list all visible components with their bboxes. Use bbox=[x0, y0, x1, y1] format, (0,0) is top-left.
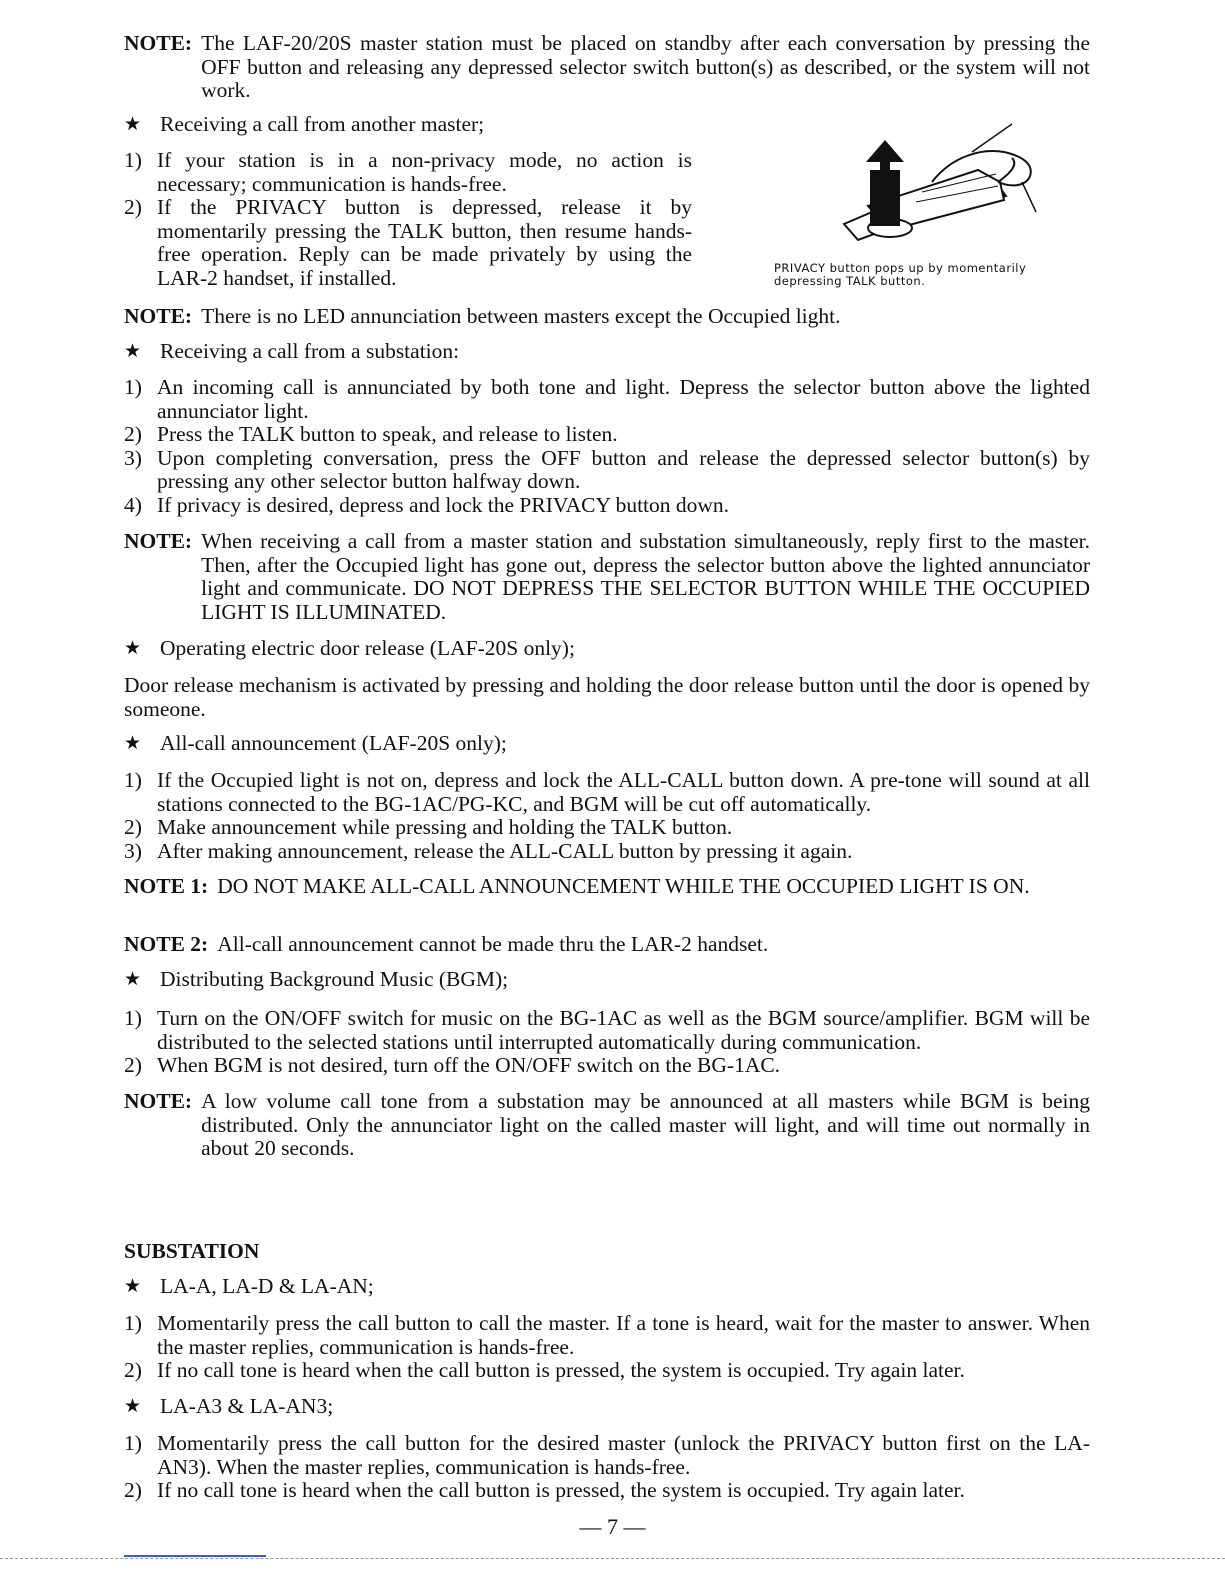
note-label: NOTE: bbox=[124, 1089, 193, 1113]
section-la-a3-list bbox=[124, 1432, 1090, 1503]
section-door-text: Door release mechanism is activated by pressing and holding the door release button until the door is opened by someone. bbox=[124, 673, 1090, 721]
note-text: The LAF-20/20S master station must be placed on standby after each conversation by pressing the OFF button and releasing any depressed selector switch button(s) as described, or the system will not work. bbox=[201, 31, 1090, 102]
section-receive-master-list bbox=[124, 149, 692, 290]
note-label: NOTE: bbox=[124, 529, 193, 553]
list-number: 2) bbox=[124, 1358, 142, 1382]
list-number: 2) bbox=[124, 422, 142, 446]
section-allcall-title bbox=[124, 732, 1090, 756]
note-standby bbox=[124, 32, 1090, 103]
list-item bbox=[124, 196, 692, 290]
note-text: When receiving a call from a master station and substation simultaneously, reply first to the master. Then, after the Occupied light has gone out, depress the selector button above the lighted annunciator light and communicate. DO NOT DEPRESS THE SELECTOR BUTTON WHILE THE OCCUPIED LIGHT IS ILLUMINATED. bbox=[201, 529, 1090, 624]
section-door-title bbox=[124, 637, 1090, 661]
star-bullet-icon: ★ bbox=[124, 113, 142, 135]
list-item bbox=[124, 1432, 1090, 1479]
list-text: Momentarily press the call button for the desired master (unlock the PRIVACY button first on the LA-AN3). When the master replies, communication is hands-free. bbox=[157, 1431, 1090, 1479]
star-bullet-icon: ★ bbox=[124, 1395, 142, 1417]
list-text: If no call tone is heard when the call button is pressed, the system is occupied. Try again later. bbox=[157, 1358, 965, 1382]
list-text: After making announcement, release the ALL-CALL button by pressing it again. bbox=[157, 838, 853, 863]
list-number: 3) bbox=[124, 838, 142, 863]
list-text: If the PRIVACY button is depressed, release it by momentarily pressing the TALK button, then resume hands-free operation. Reply can be made privately by using the LAR-2 handset, if installed. bbox=[157, 195, 692, 290]
note-label: NOTE: bbox=[124, 31, 193, 55]
list-item bbox=[124, 1007, 1090, 1054]
star-bullet-icon: ★ bbox=[124, 732, 142, 754]
section-bgm-list bbox=[124, 1007, 1090, 1078]
page-bottom-divider bbox=[0, 1558, 1225, 1559]
list-text: An incoming call is annunciated by both tone and light. Depress the selector button above the lighted annunciator light. bbox=[157, 375, 1090, 423]
list-item bbox=[124, 423, 1090, 447]
note-text: There is no LED annunciation between masters except the Occupied light. bbox=[201, 304, 841, 328]
note-simultaneous bbox=[124, 530, 1090, 624]
section-bgm-title bbox=[124, 968, 1090, 992]
note-allcall-1 bbox=[124, 875, 1090, 899]
list-item bbox=[124, 840, 1090, 864]
bottom-link-underline bbox=[124, 1555, 266, 1557]
list-text: If no call tone is heard when the call button is pressed, the system is occupied. Try again later. bbox=[157, 1478, 965, 1502]
list-text: Momentarily press the call button to call the master. If a tone is heard, wait for the master to answer. When the master replies, communication is hands-free. bbox=[157, 1311, 1090, 1359]
section-la-a3-title bbox=[124, 1395, 1090, 1419]
list-number: 2) bbox=[124, 1478, 142, 1502]
list-number: 2) bbox=[124, 815, 142, 839]
note-label: NOTE 2: bbox=[124, 932, 209, 956]
section-title: LA-A3 & LA-AN3; bbox=[160, 1394, 334, 1418]
list-item bbox=[124, 1054, 1090, 1078]
list-number: 2) bbox=[124, 1053, 142, 1077]
note-bgm bbox=[124, 1090, 1090, 1161]
note-text: DO NOT MAKE ALL-CALL ANNOUNCEMENT WHILE THE OCCUPIED LIGHT IS ON. bbox=[217, 874, 1030, 898]
note-label: NOTE: bbox=[124, 304, 193, 328]
list-text: Make announcement while pressing and holding the TALK button. bbox=[157, 815, 733, 839]
section-la-a-title bbox=[124, 1275, 1090, 1299]
list-number: 2) bbox=[124, 195, 142, 219]
section-title: All-call announcement (LAF-20S only); bbox=[160, 731, 507, 755]
list-item bbox=[124, 376, 1090, 423]
note-text: All-call announcement cannot be made thru the LAR-2 handset. bbox=[217, 932, 769, 956]
list-number: 1) bbox=[124, 1311, 142, 1335]
list-text: Upon completing conversation, press the OFF button and release the depressed selector button(s) by pressing any other selector button halfway down. bbox=[157, 445, 1090, 493]
star-bullet-icon: ★ bbox=[124, 637, 142, 659]
list-number: 1) bbox=[124, 768, 142, 792]
list-number: 1) bbox=[124, 1431, 142, 1455]
list-number: 4) bbox=[124, 492, 142, 517]
note-allcall-2 bbox=[124, 933, 1090, 957]
list-number: 1) bbox=[124, 375, 142, 399]
list-text: If privacy is desired, depress and lock the PRIVACY button down. bbox=[157, 492, 730, 517]
note-label: NOTE 1: bbox=[124, 874, 209, 898]
substation-heading: SUBSTATION bbox=[124, 1239, 260, 1263]
section-receive-substation-list bbox=[124, 376, 1090, 517]
section-title: Receiving a call from a substation: bbox=[160, 339, 460, 363]
list-item bbox=[124, 769, 1090, 816]
section-title: LA-A, LA-D & LA-AN; bbox=[160, 1274, 374, 1298]
list-item bbox=[124, 149, 692, 196]
list-item bbox=[124, 1479, 1090, 1503]
list-number: 1) bbox=[124, 1006, 142, 1030]
section-receive-substation-title bbox=[124, 340, 1090, 364]
section-la-a-list bbox=[124, 1312, 1090, 1383]
list-text: Turn on the ON/OFF switch for music on the BG-1AC as well as the BGM source/amplifier. BGM will be distributed to the selected stations until interrupted automatically during communication. bbox=[157, 1006, 1090, 1054]
list-text: If your station is in a non-privacy mode, no action is necessary; communication is hands-free. bbox=[157, 148, 692, 196]
list-number: 1) bbox=[124, 148, 142, 172]
section-title: Receiving a call from another master; bbox=[160, 112, 485, 136]
list-text: Press the TALK button to speak, and release to listen. bbox=[157, 422, 618, 446]
fingernail bbox=[998, 158, 1014, 182]
list-item bbox=[124, 494, 1090, 518]
note-led bbox=[124, 305, 1090, 329]
note-text: A low volume call tone from a substation may be announced at all masters while BGM is being distributed. Only the annunciator light on the called master will light, and will time out normally in about 20 seconds. bbox=[201, 1089, 1090, 1160]
section-allcall-list bbox=[124, 769, 1090, 863]
section-title: Distributing Background Music (BGM); bbox=[160, 967, 509, 991]
up-arrow-icon bbox=[866, 140, 904, 226]
list-number: 3) bbox=[124, 445, 142, 470]
list-item bbox=[124, 1312, 1090, 1359]
list-text: If the Occupied light is not on, depress and lock the ALL-CALL button down. A pre-tone will sound at all stations connected to the BG-1AC/PG-KC, and BGM will be cut off automatically. bbox=[157, 768, 1090, 816]
list-text: When BGM is not desired, turn off the ON/OFF switch on the BG-1AC. bbox=[157, 1053, 781, 1077]
section-title: Operating electric door release (LAF-20S only); bbox=[160, 636, 575, 660]
list-item bbox=[124, 1359, 1090, 1383]
list-item bbox=[124, 816, 1090, 840]
star-bullet-icon: ★ bbox=[124, 1275, 142, 1297]
star-bullet-icon: ★ bbox=[124, 340, 142, 362]
star-bullet-icon: ★ bbox=[124, 968, 142, 990]
page-number: — 7 — bbox=[579, 1514, 646, 1539]
list-item bbox=[124, 447, 1090, 494]
figure-caption: PRIVACY button pops up by momentarily depressing TALK button. bbox=[774, 261, 1027, 288]
